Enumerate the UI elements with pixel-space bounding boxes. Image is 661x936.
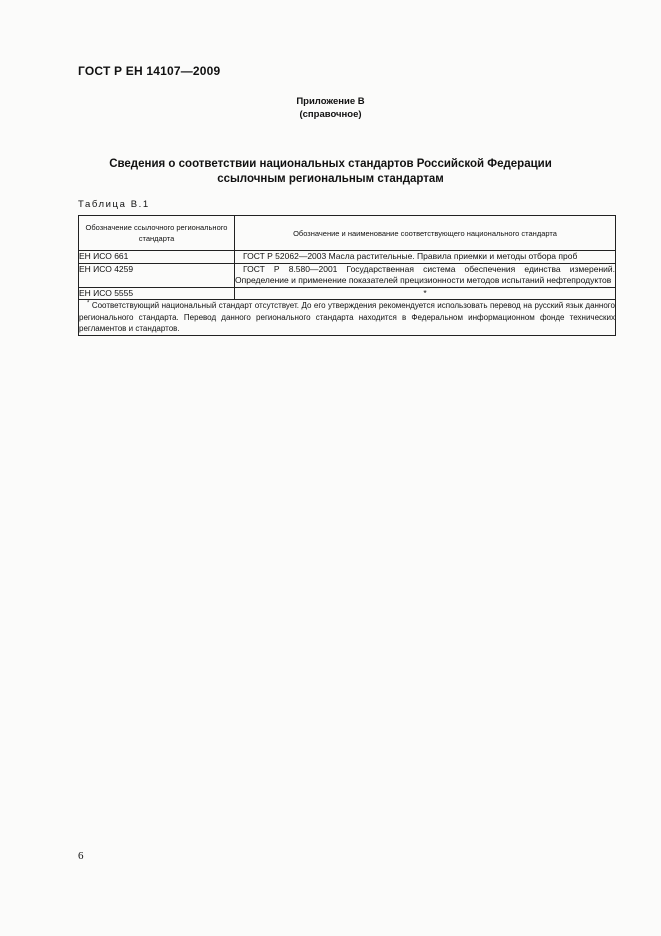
table-row <box>79 263 616 287</box>
reference-standard-cell: ЕН ИСО 4259 <box>79 263 235 287</box>
standards-correspondence-table <box>78 215 616 336</box>
section-title-line-2: ссылочным региональным стандартам <box>217 173 444 185</box>
national-standard-cell <box>235 263 616 287</box>
appendix-heading <box>0 95 661 121</box>
table-row <box>79 251 616 264</box>
footnote-text: Соответствующий национальный стандарт отсутствует. До его утверждения рекомендуется использовать перевод на русский язык данного регионального стандарта. Перевод данного регионального стандарта находится в Федеральном информационном фонде технических регламентов и стандартов. <box>79 301 615 333</box>
appendix-subtitle: (справочное) <box>299 109 362 120</box>
appendix-title: Приложение В <box>296 96 365 107</box>
national-standard-text: ГОСТ Р 52062—2003 Масла растительные. Правила приемки и методы отбора проб <box>243 251 578 261</box>
national-standard-cell: * <box>235 287 616 300</box>
section-title-line-1: Сведения о соответствии национальных стандартов Российской Федерации <box>109 158 552 170</box>
national-standard-text: ГОСТ Р 8.580—2001 Государственная система обеспечения единства измерений. Определение и применение показателей прецизионности методов испытаний нефтепродуктов <box>235 263 615 285</box>
document-code-header: ГОСТ Р ЕН 14107—2009 <box>78 64 221 78</box>
column-header-reference: Обозначение ссылочного регионального стандарта <box>79 216 235 251</box>
table-row <box>79 287 616 300</box>
table-label: Таблица В.1 <box>78 199 150 210</box>
reference-standard-cell: ЕН ИСО 5555 <box>79 287 235 300</box>
column-header-national: Обозначение и наименование соответствующего национального стандарта <box>235 216 616 251</box>
reference-standard-cell: ЕН ИСО 661 <box>79 251 235 264</box>
table-footnote-row <box>79 300 616 336</box>
national-standard-cell <box>235 251 616 264</box>
section-title <box>0 157 661 187</box>
table-header-row <box>79 216 616 251</box>
footnote-mark: * <box>87 300 90 307</box>
table-footnote <box>79 300 616 336</box>
page-number: 6 <box>78 850 84 862</box>
